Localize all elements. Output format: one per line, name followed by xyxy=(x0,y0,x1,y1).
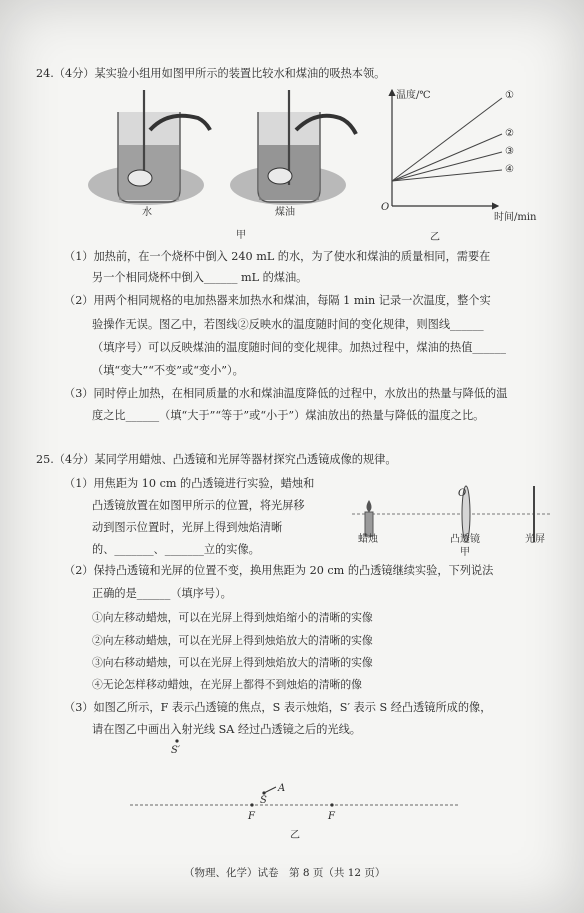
q25-p2-line1: （2）保持凸透镜和光屏的位置不变，换用焦距为 20 cm 的凸透镜继续实验，下列说法 xyxy=(64,564,494,577)
label-f-left: F xyxy=(248,811,255,822)
label-screen: 光屏 xyxy=(525,534,545,545)
q24-p3-line2: 度之比______（填“大于”“等于”或“小于”）煤油放出的热量与降低的温度之比。 xyxy=(92,409,485,422)
line-label-1: ① xyxy=(505,90,514,101)
label-lens: 凸透镜 xyxy=(450,534,480,545)
q24-temp-graph xyxy=(378,86,568,226)
fig-jia-caption: 甲 xyxy=(236,230,246,241)
q25-fig-yi-caption: 乙 xyxy=(290,830,300,841)
label-f-right: F xyxy=(328,811,335,822)
q24-title: 24.（4分）某实验小组用如图甲所示的装置比较水和煤油的吸热本领。 xyxy=(36,67,386,80)
q24-fig-beakers xyxy=(88,90,378,240)
graph-origin: O xyxy=(381,202,390,213)
page-footer: （物理、化学）试卷 第 8 页（共 12 页） xyxy=(184,867,386,879)
label-water: 水 xyxy=(142,207,152,218)
q25-p3-line2: 请在图乙中画出入射光线 SA 经过凸透镜之后的光线。 xyxy=(92,723,361,736)
q24-p1-line1: （1）加热前，在一个烧杯中倒入 240 mL 的水，为了使水和煤油的质量相同，需要在 xyxy=(64,250,491,263)
q25-p1-line2: 凸透镜放置在如图甲所示的位置，将光屏移 xyxy=(92,499,305,512)
q25-p1-line3: 动到图示位置时，光屏上得到烛焰清晰 xyxy=(92,521,283,534)
q25-option-4: ④无论怎样移动蜡烛，在光屏上都得不到烛焰的清晰的像 xyxy=(92,678,362,691)
q25-option-1: ①向左移动蜡烛，可以在光屏上得到烛焰缩小的清晰的实像 xyxy=(92,611,373,624)
q24-p2-line2: 验操作无误。图乙中，若图线②反映水的温度随时间的变化规律，则图线______ xyxy=(92,318,484,331)
label-a: A xyxy=(278,783,286,794)
q25-title: 25.（4分）某同学用蜡烛、凸透镜和光屏等器材探究凸透镜成像的规律。 xyxy=(36,453,397,466)
line-label-4: ④ xyxy=(505,164,514,175)
q25-fig-jia-caption: 甲 xyxy=(460,547,470,558)
label-s-prime: S′ xyxy=(171,745,181,756)
q25-p1-line4: 的、_______、_______立的实像。 xyxy=(92,543,260,556)
label-s: S xyxy=(260,795,267,806)
graph-ylabel: 温度/℃ xyxy=(396,90,431,101)
q24-p2-line3: （填序号）可以反映煤油的温度随时间的变化规律。加热过程中，煤油的热值______ xyxy=(92,341,506,354)
fig-yi-caption: 乙 xyxy=(430,232,440,243)
q25-p3-line1: （3）如图乙所示，F 表示凸透镜的焦点，S 表示烛焰，S′ 表示 S 经凸透镜所成的像， xyxy=(64,701,492,714)
label-candle: 蜡烛 xyxy=(358,534,378,545)
q25-option-3: ③向右移动蜡烛，可以在光屏上得到烛焰放大的清晰的实像 xyxy=(92,656,373,669)
line-label-2: ② xyxy=(505,128,514,139)
label-kerosene: 煤油 xyxy=(275,207,295,218)
q25-p1-line1: （1）用焦距为 10 cm 的凸透镜进行实验，蜡烛和 xyxy=(64,477,315,490)
q25-option-2: ②向左移动蜡烛，可以在光屏上得到烛焰放大的清晰的实像 xyxy=(92,634,373,647)
q24-p1-line2: 另一个相同烧杯中倒入______ mL 的煤油。 xyxy=(92,271,308,284)
lens-center-o: O xyxy=(458,488,467,499)
q25-p2-line2: 正确的是______（填序号）。 xyxy=(92,587,232,600)
q24-p2-line4: （填“变大”“不变”或“变小”）。 xyxy=(92,364,244,377)
graph-xlabel: 时间/min xyxy=(494,212,537,223)
q24-p2-line1: （2）用两个相同规格的电加热器来加热水和煤油，每隔 1 min 记录一次温度，整个实 xyxy=(64,294,491,307)
q24-p3-line1: （3）同时停止加热，在相同质量的水和煤油温度降低的过程中，水放出的热量与降低的温 xyxy=(64,387,508,400)
line-label-3: ③ xyxy=(505,146,514,157)
